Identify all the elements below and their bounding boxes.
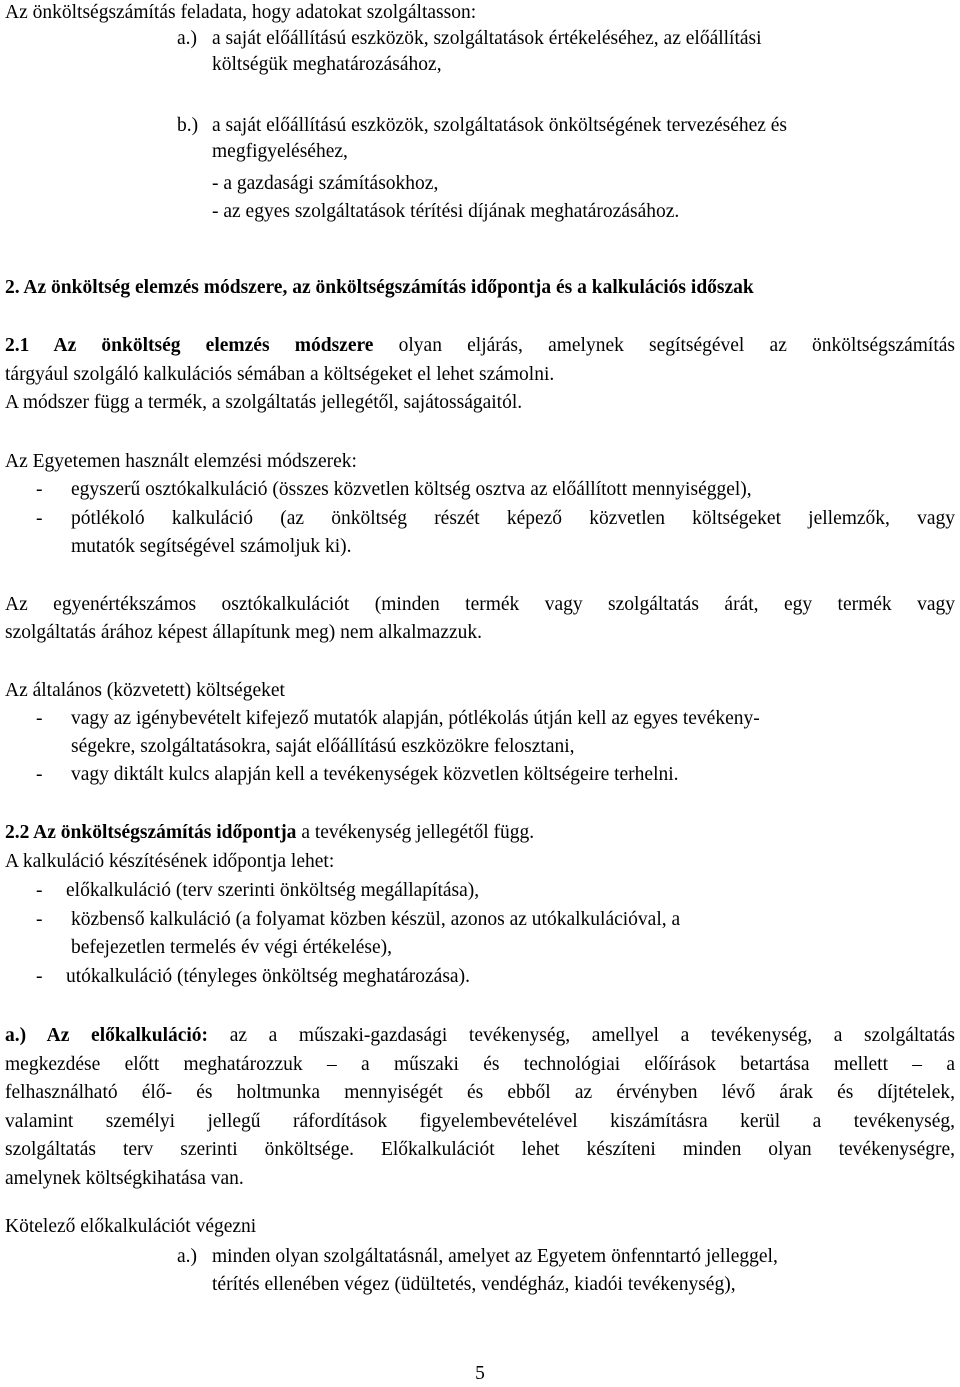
list-item-b-line1: a saját előállítású eszközök, szolgáltatások önköltségének tervezéséhez és xyxy=(212,115,788,136)
list-marker-b: b.) xyxy=(177,115,199,136)
general-dash-1: - xyxy=(36,708,43,729)
section-2-1-bold: 2.1 Az önköltség elemzés módszere xyxy=(5,335,374,356)
general-item-2: vagy diktált kulcs alapján kell a tevékenységek közvetlen költségeire terhelni. xyxy=(71,764,679,785)
section-heading-2 xyxy=(5,275,754,301)
section-2-2-rest: a tevékenység jellegétől függ. xyxy=(301,822,535,843)
list-item-b-line3: - a gazdasági számításokhoz, xyxy=(212,173,439,194)
mandatory-title: Kötelező előkalkulációt végezni xyxy=(5,1216,257,1237)
methods-item-2-line2: mutatók segítségével számoljuk ki). xyxy=(71,536,352,557)
intro-text: Az önköltségszámítás feladata, hogy adatokat szolgáltasson: xyxy=(5,2,477,23)
pre-line1 xyxy=(5,1023,955,1049)
mandatory-item-a-line1: minden olyan szolgáltatásnál, amelyet az Egyetem önfenntartó jelleggel, xyxy=(212,1246,778,1267)
pre-line6: amelynek költségkihatása van. xyxy=(5,1168,244,1189)
methods-item-2-line1: pótlékoló kalkuláció (az önköltség részét képező közvetlen költségeket jellemzők, vagy xyxy=(71,508,955,529)
timing-dash-1: - xyxy=(36,880,43,901)
section-2-1-line1 xyxy=(5,333,955,359)
pre-line3: felhasználható élő- és holtmunka mennyiségét és ebből az érvényben lévő árak és díjtételek, xyxy=(5,1082,955,1103)
timing-item-2-line1: közbenső kalkuláció (a folyamat közben készül, azonos az utókalkulációval, a xyxy=(71,909,681,930)
methods-title: Az Egyetemen használt elemzési módszerek: xyxy=(5,451,357,472)
mandatory-item-a-line2: térítés ellenében végez (üdültetés, vendégház, kiadói tevékenység), xyxy=(212,1274,736,1295)
section-2-2-line2: A kalkuláció készítésének időpontja lehet: xyxy=(5,851,335,872)
methods-item-1: egyszerű osztókalkuláció (összes közvetlen költség osztva az előállított mennyiséggel), xyxy=(71,479,752,500)
timing-item-3: utókalkuláció (tényleges önköltség meghatározása). xyxy=(66,966,470,987)
list-item-b-line2: megfigyeléséhez, xyxy=(212,141,348,162)
pre-line5: szolgáltatás terv szerinti önköltsége. Előkalkulációt lehet készíteni minden olyan tevékenységre, xyxy=(5,1139,955,1160)
section-heading-2-text: 2. Az önköltség elemzés módszere, az önköltségszámítás időpontja és a kalkulációs időszak xyxy=(5,277,754,298)
section-2-1-line1-text: olyan eljárás, amelynek segítségével az önköltségszámítás xyxy=(398,335,956,356)
section-2-1-line3: A módszer függ a termék, a szolgáltatás jellegétől, sajátosságaitól. xyxy=(5,392,523,413)
timing-dash-3: - xyxy=(36,966,43,987)
section-2-1-line2: tárgyául szolgáló kalkulációs sémában a költségeket el lehet számolni. xyxy=(5,364,555,385)
page-number: 5 xyxy=(475,1363,485,1384)
list-item-b-line4: - az egyes szolgáltatások térítési díjának meghatározásához. xyxy=(212,201,680,222)
pre-line1-text: az a műszaki-gazdasági tevékenység, amellyel a tevékenység, a szolgáltatás xyxy=(229,1025,955,1046)
general-dash-2: - xyxy=(36,764,43,785)
section-2-2-line1 xyxy=(5,820,534,846)
general-item-1-line2: ségekre, szolgáltatásokra, saját előállítású eszközökre felosztani, xyxy=(71,736,575,757)
list-item-a-line1: a saját előállítású eszközök, szolgáltatások értékeléséhez, az előállítási xyxy=(212,28,762,49)
pre-line4: valamint személyi jellegű ráfordítások figyelembevételével kiszámításra kerül a tevékenység, xyxy=(5,1111,955,1132)
general-title: Az általános (közvetett) költségeket xyxy=(5,680,285,701)
methods-dash-2: - xyxy=(36,508,43,529)
pre-bold: a.) Az előkalkuláció: xyxy=(5,1025,209,1046)
timing-dash-2: - xyxy=(36,909,43,930)
pre-line2: megkezdése előtt meghatározzuk – a műszaki és technológiai előírások betartása mellett – a xyxy=(5,1054,955,1075)
mandatory-marker-a: a.) xyxy=(177,1246,198,1267)
methods-dash-1: - xyxy=(36,479,43,500)
timing-item-2-line2: befejezetlen termelés év végi értékelése), xyxy=(71,937,393,958)
list-marker-a: a.) xyxy=(177,28,198,49)
general-item-1-line1: vagy az igénybevételt kifejező mutatók alapján, pótlékolás útján kell az egyes tevékeny- xyxy=(71,708,760,729)
timing-item-1: előkalkuláció (terv szerinti önköltség megállapítása), xyxy=(66,880,480,901)
equiv-line1: Az egyenértékszámos osztókalkulációt (minden termék vagy szolgáltatás árát, egy termék vagy xyxy=(5,594,955,615)
equiv-line2: szolgáltatás árához képest állapítunk meg) nem alkalmazzuk. xyxy=(5,622,483,643)
section-2-2-bold: 2.2 Az önköltségszámítás időpontja xyxy=(5,822,297,843)
list-item-a-line2: költségük meghatározásához, xyxy=(212,54,442,75)
